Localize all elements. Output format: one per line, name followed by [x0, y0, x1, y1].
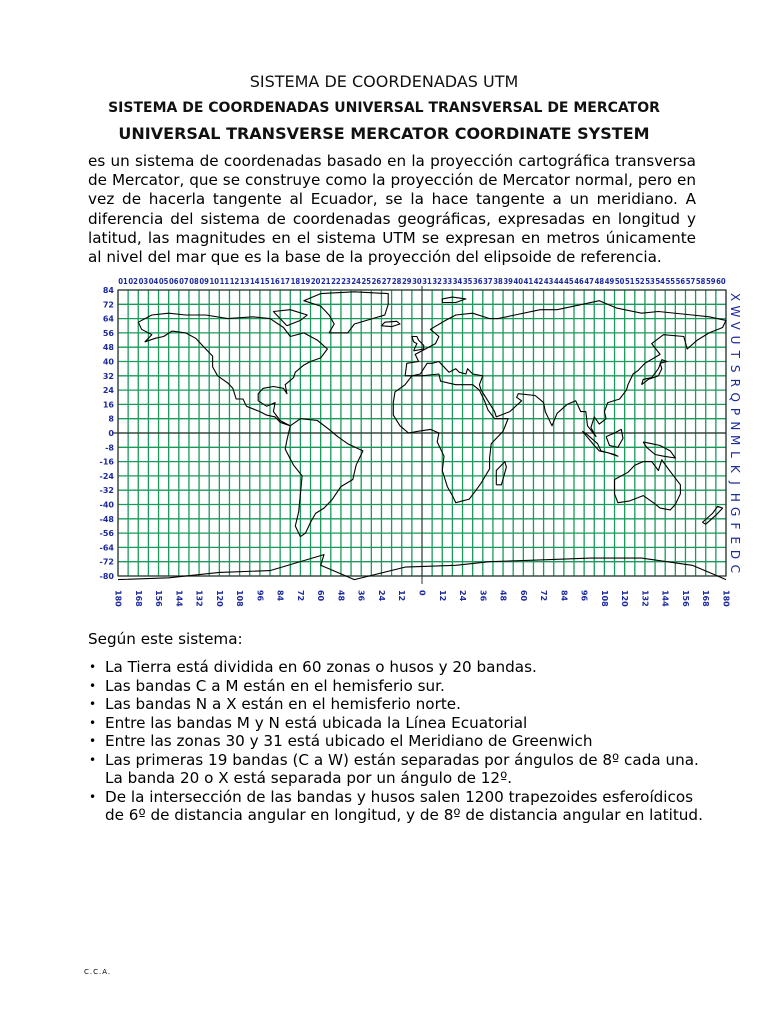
longitude-label: 0 [417, 590, 427, 596]
page-subtitle: SISTEMA DE COORDENADAS UNIVERSAL TRANSVERSAL DE MERCATOR [108, 100, 660, 116]
zone-number-label: 13 [239, 277, 250, 286]
band-letter-label: R [728, 378, 742, 388]
longitude-label: 24 [458, 590, 468, 602]
zone-number-label: 21 [320, 277, 331, 286]
longitude-label: 60 [518, 590, 528, 602]
longitude-label: 96 [255, 590, 265, 602]
longitude-label: 168 [133, 590, 143, 607]
zone-number-label: 25 [361, 277, 372, 286]
zone-number-label: 08 [189, 277, 200, 286]
zone-number-label: 37 [483, 277, 493, 286]
zone-number-label: 26 [371, 277, 382, 286]
zone-number-label: 32 [432, 277, 442, 286]
latitude-label: -72 [99, 557, 114, 567]
zone-number-label: 33 [442, 277, 453, 286]
latitude-label: 64 [102, 314, 114, 324]
latitude-label: -80 [99, 572, 114, 581]
band-letter-label: T [728, 350, 742, 359]
longitude-label: 120 [214, 590, 224, 607]
zone-number-label: 17 [280, 277, 290, 286]
longitude-label: 132 [194, 590, 204, 607]
fact-item: • De la intersección de las bandas y husos salen 1200 trapezoides esferoídicos de 6º de distancia angular en longitud, y de 8º de distancia angular en latitud. [88, 788, 708, 825]
eurasia-coast [405, 301, 726, 437]
zone-number-label: 57 [685, 277, 696, 286]
zone-number-label: 50 [614, 277, 625, 286]
band-letter-label: G [728, 506, 742, 517]
zone-number-label: 56 [675, 277, 686, 286]
fact-item: • La Tierra está dividida en 60 zonas o husos y 20 bandas. [88, 658, 708, 677]
zone-number-label: 45 [564, 277, 575, 286]
zone-number-label: 41 [523, 277, 534, 286]
zone-number-label: 09 [199, 277, 210, 286]
longitude-label: 144 [174, 590, 184, 607]
longitude-label: 132 [640, 590, 650, 607]
zone-number-label: 06 [168, 277, 179, 286]
band-letter-label: U [728, 335, 742, 345]
zone-number-label: 20 [310, 277, 321, 286]
english-title: UNIVERSAL TRANSVERSE MERCATOR COORDINATE SYSTEM [118, 124, 650, 143]
zone-number-label: 29 [402, 277, 412, 286]
zone-number-label: 36 [472, 277, 483, 286]
band-letter-label: D [728, 549, 742, 560]
zone-number-label: 03 [138, 277, 149, 286]
latitude-label: 16 [102, 400, 114, 410]
zone-number-label: 14 [250, 277, 260, 286]
band-letter-label: S [728, 364, 742, 373]
facts-list [88, 658, 708, 825]
zone-number-label: 48 [594, 277, 605, 286]
latitude-label: 56 [102, 328, 114, 338]
zone-number-label: 52 [635, 277, 645, 286]
longitude-label: 108 [235, 590, 245, 607]
zone-number-label: 60 [716, 277, 727, 286]
fact-item: • Las bandas N a X están en el hemisferio norte. [88, 695, 708, 714]
zone-number-label: 30 [412, 277, 423, 286]
band-letter-label: L [728, 451, 742, 458]
latitude-label: 48 [102, 343, 114, 353]
band-letter-label: W [728, 305, 742, 318]
zone-number-label: 01 [118, 277, 129, 286]
utm-grid [112, 286, 726, 584]
latitude-label: -48 [99, 514, 114, 524]
zone-number-label: 54 [655, 277, 666, 286]
zone-number-label: 04 [148, 277, 159, 286]
longitude-label: 84 [559, 590, 569, 602]
section-title: Según este sistema: [88, 630, 243, 648]
zone-number-label: 28 [391, 277, 402, 286]
longitude-label: 108 [599, 590, 609, 607]
zone-number-label: 59 [706, 277, 716, 286]
zone-number-label: 07 [179, 277, 189, 286]
band-letter-label: C [728, 564, 742, 574]
zone-number-label: 10 [209, 277, 220, 286]
zone-number-label: 40 [513, 277, 524, 286]
zone-number-label: 38 [493, 277, 504, 286]
fact-item: • Las bandas C a M están en el hemisferio sur. [88, 677, 708, 696]
latitude-label: 8 [108, 414, 114, 424]
longitude-label: 60 [316, 590, 326, 602]
page-title: SISTEMA DE COORDENADAS UTM [249, 72, 519, 91]
latitude-label: -16 [99, 457, 114, 467]
zone-number-label: 15 [260, 277, 271, 286]
zone-number-label: 55 [665, 277, 676, 286]
latitude-label: -64 [99, 543, 114, 553]
latitude-label: 0 [108, 429, 114, 438]
fact-item: • Entre las bandas M y N está ubicada la Línea Ecuatorial [88, 714, 708, 733]
zone-number-label: 42 [533, 277, 544, 286]
utm-map-svg [80, 272, 744, 624]
madagascar-coast [496, 462, 506, 485]
longitude-label: 168 [701, 590, 711, 607]
latitude-label: 72 [102, 300, 114, 310]
latitude-label: -24 [99, 471, 114, 481]
latitude-label: 24 [102, 386, 114, 396]
longitude-label: 36 [356, 590, 366, 602]
band-letter-label: J [728, 481, 742, 485]
band-letter-label: E [728, 536, 742, 545]
zone-number-label: 24 [351, 277, 362, 286]
longitude-label: 72 [295, 590, 305, 602]
utm-zone-map [80, 272, 744, 624]
zone-number-label: 18 [290, 277, 301, 286]
longitude-label: 96 [579, 590, 589, 602]
indonesia-coast [582, 431, 618, 456]
zone-number-label: 19 [300, 277, 311, 286]
zone-number-label: 23 [341, 277, 351, 286]
zone-number-label: 02 [128, 277, 138, 286]
north-america-coast [138, 313, 327, 426]
zone-number-label: 34 [452, 277, 463, 286]
zone-number-label: 46 [574, 277, 585, 286]
zone-number-label: 31 [422, 277, 433, 286]
longitude-label: 156 [154, 590, 164, 607]
latitude-label: 32 [102, 371, 114, 381]
latitude-label: -56 [99, 529, 114, 539]
longitude-label: 48 [498, 590, 508, 602]
band-letter-label: H [728, 492, 742, 502]
band-letter-label: N [728, 421, 742, 431]
zone-number-label: 12 [229, 277, 240, 286]
zone-number-label: 22 [331, 277, 341, 286]
latitude-label: -32 [99, 486, 114, 496]
longitude-label: 156 [680, 590, 690, 607]
fact-item: • Entre las zonas 30 y 31 está ubicado el Meridiano de Greenwich [88, 732, 708, 751]
band-letter-label: F [728, 522, 742, 530]
latitude-label: -8 [105, 443, 114, 453]
longitude-label: 120 [620, 590, 630, 607]
zone-number-label: 51 [624, 277, 635, 286]
longitude-label: 180 [721, 590, 731, 607]
iceland-coast [382, 321, 401, 326]
band-letter-label: V [728, 321, 742, 330]
longitude-label: 144 [660, 590, 670, 607]
longitude-label: 12 [437, 590, 447, 602]
africa-coast [393, 374, 508, 503]
longitude-label: 12 [397, 590, 407, 602]
latitude-label: 84 [102, 286, 114, 295]
longitude-label: 84 [275, 590, 285, 602]
zone-number-label: 49 [604, 277, 615, 286]
latitude-label: 40 [102, 357, 114, 367]
longitude-label: 72 [539, 590, 549, 602]
zone-number-label: 35 [462, 277, 473, 286]
band-letter-label: P [728, 407, 742, 416]
zone-number-label: 47 [584, 277, 594, 286]
band-letter-label: M [728, 434, 742, 446]
zone-number-label: 11 [219, 277, 230, 286]
zone-number-label: 43 [543, 277, 554, 286]
longitude-label: 36 [478, 590, 488, 602]
band-letter-label: Q [728, 392, 742, 402]
new-guinea-coast [643, 442, 675, 458]
fact-item: • Las primeras 19 bandas (C a W) están separadas por ángulos de 8º cada una. La banda 20 o X está separada por un ángulo de 12º. [88, 751, 708, 788]
zone-number-label: 27 [381, 277, 392, 286]
longitude-label: 180 [113, 590, 123, 607]
latitude-label: -40 [99, 500, 114, 510]
zone-number-label: 58 [695, 277, 706, 286]
zone-number-label: 05 [158, 277, 169, 286]
band-letter-label: X [728, 293, 742, 302]
greenland-coast [304, 292, 388, 333]
band-letter-label: K [728, 464, 742, 473]
footer-initials: C.C.A. [84, 968, 112, 976]
zone-number-label: 16 [270, 277, 281, 286]
longitude-label: 24 [376, 590, 386, 602]
intro-paragraph: es un sistema de coordenadas basado en la proyección cartográfica transversa de Mercator, que se construye como la proyección de Mercator normal, pero en vez de hacerla tangente al Ecuador, se la hace tangente a un meridiano. A diferencia del sistema de coordenadas geográficas, expresadas en longitud y latitud, las magnitudes en el sistema UTM se expresan en metros únicamente al nivel del mar que es la base de la proyección del elipsoide de referencia. [88, 152, 696, 267]
zone-number-label: 39 [503, 277, 514, 286]
zone-number-label: 53 [645, 277, 655, 286]
longitude-label: 48 [336, 590, 346, 602]
zone-number-label: 44 [554, 277, 564, 286]
